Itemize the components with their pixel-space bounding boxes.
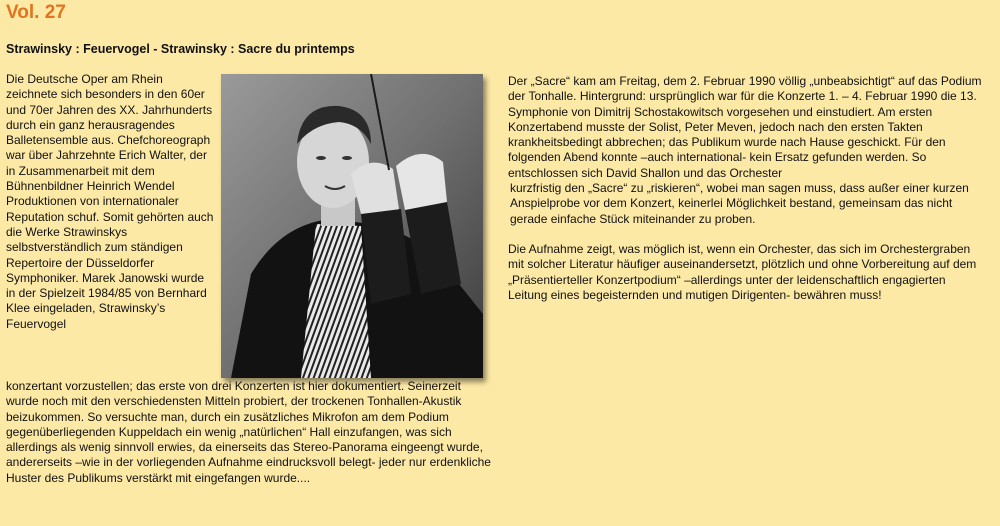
volume-title: Vol. 27 — [6, 2, 66, 23]
article-left-column: Die Deutsche Oper am Rhein zeichnete sich besonders in den 60er und 70er Jahren des XX. Jahrhunderts durch ein ganz herausragendes Balletensemble aus. Chefchoreograph war über Jahrzehnte Erich Walter, der in Zusammenarbeit mit dem Bühnenbildner Heinrich Wendel Produktionen von internationaler Reputation schuf. Somit gehörten auch die Werke Strawinskys selbstverständlich zum ständigen Repertoire der Düsseldorfer Symphoniker. Marek Janowski wurde in der Spielzeit 1984/85 von Bernhard Klee eingeladen, Strawinsky’s Feuervogel — [6, 72, 214, 331]
conductor-photo — [221, 74, 483, 378]
article-bottom-continuation: konzertant vorzustellen; das erste von drei Konzerten ist hier dokumentiert. Seinerzeit wurde noch mit den verschiedensten Mitteln probiert, der trockenen Tonhallen-Akustik beizukommen. So versuchte man, durch ein zusätzliches Mikrofon am dem Podium gegenüberliegenden Kuppeldach ein wenig „natürlichen“ Hall einzufangen, was sich allerdings als wenig sinnvoll erwies, da einerseits das Stereo-Panorama eingeengt wurde, andererseits –wie in der vorliegenden Aufnahme eindrucksvoll belegt- jeder nur erdenkliche Huster des Publikums verstärkt mit eingefangen wurde.... — [6, 379, 491, 485]
right-paragraph-1-continuation: kurzfristig den „Sacre“ zu „riskieren“, wobei man sagen muss, dass außer einer kurzen Anspielprobe vor dem Konzert, keinerlei Möglichkeit bestand, gemeinsam das nicht gerade einfache Stück miteinander zu proben. — [510, 181, 969, 226]
article-right-column — [508, 74, 986, 303]
page-subtitle: Strawinsky : Feuervogel - Strawinsky : Sacre du printemps — [6, 42, 355, 56]
right-paragraph-1: Der „Sacre“ kam am Freitag, dem 2. Februar 1990 völlig „unbeabsichtigt“ auf das Podium der Tonhalle. Hintergrund: ursprünglich war für die Konzerte 1. – 4. Februar 1990 die 13. Symphonie von Dimitrij Schostakowitsch vorgesehen und einstudiert. Am ersten Konzertabend musste der Solist, Peter Meven, jedoch nach den ersten Takten krankheitsbedingt abbrechen; das Publikum wurde nach Hause geschickt. Für den folgenden Abend konnte –auch international- kein Ersatz gefunden werden. So entschlossen sich David Shallon und das Orchester — [508, 74, 982, 180]
right-paragraph-2: Die Aufnahme zeigt, was möglich ist, wenn ein Orchester, das sich im Orchestergraben mit solcher Literatur häufiger auseinandersetzt, plötzlich und ohne Vorbereitung auf dem „Präsentierteller Konzertpodium“ –allerdings unter der leidenschaftlich engagierten Leitung eines begeisternden und mutigen Dirigenten- bewähren muss! — [508, 241, 977, 302]
